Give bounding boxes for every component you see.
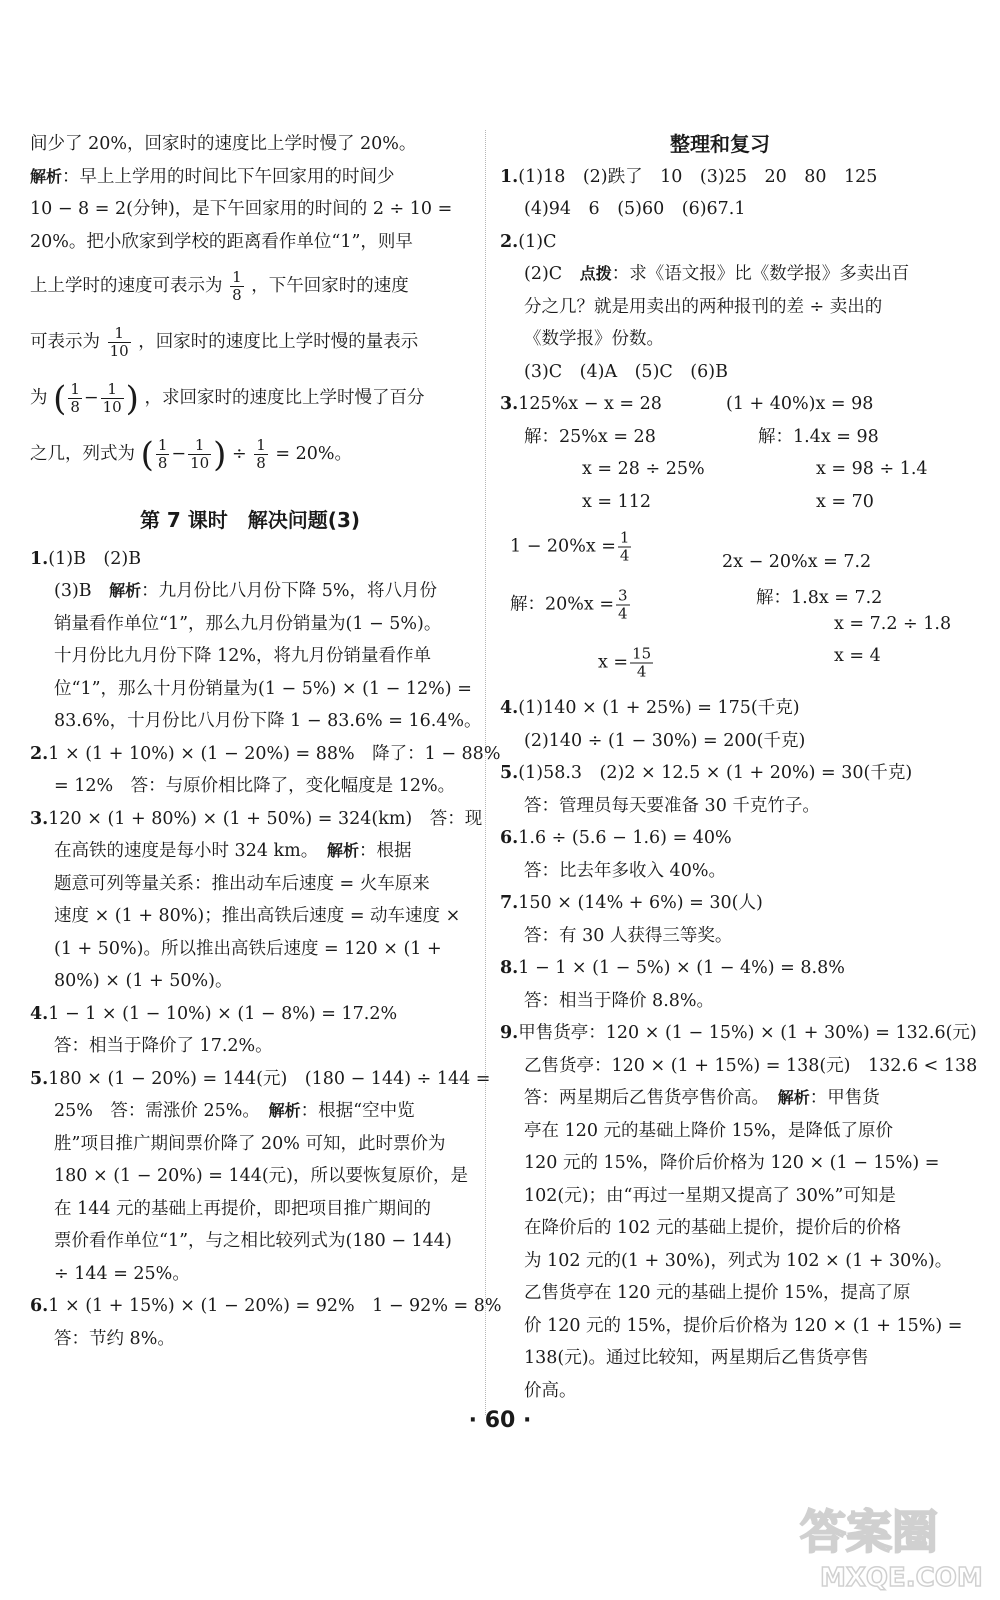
denominator: 10	[190, 454, 210, 472]
text-line	[30, 608, 470, 641]
text: 138(元)。通过比较知，两星期后乙售货亭售	[524, 1348, 869, 1368]
text-line	[30, 965, 470, 998]
fraction	[630, 646, 653, 681]
text: (1)B (2)B	[48, 548, 142, 569]
text: (1 + 50%)。所以推出高铁后速度 = 120 × (1 +	[54, 938, 442, 959]
numerator: 1	[157, 436, 168, 454]
text-line	[30, 998, 470, 1031]
analysis-tag: 解析	[777, 1088, 810, 1107]
text-line	[500, 1245, 953, 1278]
numerator: 1	[108, 325, 131, 343]
denominator: 10	[102, 398, 122, 416]
question-number: 1.	[30, 548, 49, 569]
equation-row	[500, 486, 940, 519]
question-number: 4.	[500, 698, 519, 718]
text-line	[30, 258, 470, 314]
text: 答：相当于降价了 17.2%。	[54, 1036, 273, 1056]
text-line	[500, 226, 940, 259]
numerator: 1	[101, 381, 124, 399]
equation: x = 98 ÷ 1.4	[816, 459, 928, 479]
question-number: 4.	[30, 1003, 49, 1024]
text-line	[30, 1128, 470, 1161]
right-paren: )	[213, 434, 227, 475]
fraction	[254, 437, 268, 472]
equation: x = 28 ÷ 25%	[582, 459, 705, 479]
text-line	[30, 770, 470, 803]
question-number: 6.	[500, 828, 519, 848]
left-paren: (	[140, 434, 154, 475]
text: 150 × (14% + 6%) = 30(人)	[518, 893, 763, 913]
analysis-tag: 解析	[109, 581, 142, 600]
text: ：根据	[359, 841, 412, 861]
text-line	[30, 1290, 502, 1323]
text: ，下午回家时的速度	[251, 276, 409, 296]
text-line	[500, 161, 940, 194]
operator: −	[171, 444, 187, 464]
text-line	[500, 822, 940, 855]
text: 价高。	[524, 1380, 577, 1401]
text-line	[30, 543, 470, 576]
fraction	[108, 325, 131, 360]
text: = 20%。	[275, 444, 352, 464]
text-line	[500, 1082, 940, 1115]
text-line	[30, 161, 470, 194]
numerator: 1	[70, 380, 80, 398]
text-line	[500, 1147, 940, 1180]
text: (4)94 6 (5)60 (6)67.1	[524, 199, 746, 219]
text: 1.6 ÷ (5.6 − 1.6) = 40%	[518, 828, 732, 848]
text: ，求回家时的速度比上学时慢了百分	[144, 388, 425, 408]
column-divider	[485, 130, 486, 1415]
denominator: 8	[256, 454, 266, 472]
text: 答：比去年多收入 40%。	[524, 860, 726, 881]
text: 之几，列式为	[30, 444, 135, 464]
denominator: 8	[70, 398, 80, 416]
text-line	[500, 1212, 940, 1245]
text: ÷ 144 = 25%。	[54, 1263, 190, 1284]
text-line	[500, 193, 940, 226]
text: (2)140 ÷ (1 − 30%) = 200(千克)	[524, 730, 806, 751]
text: 1 × (1 + 10%) × (1 − 20%) = 88% 降了：1 − 88%	[48, 743, 501, 764]
text: 答：两星期后乙售货亭售价高。	[524, 1088, 778, 1108]
text: 83.6%，十月份比八月份下降 1 − 83.6% = 16.4%。	[54, 711, 482, 731]
text: 票价看作单位“1”，与之相比较列式为(180 − 144)	[54, 1231, 452, 1251]
text-line	[500, 1180, 940, 1213]
text-line	[30, 803, 483, 836]
text: 销量看作单位“1”，那么九月份销量为(1 − 5%)。	[54, 613, 442, 634]
text: = 12% 答：与原价相比降了，变化幅度是 12%。	[54, 776, 456, 796]
text: 亭在 120 元的基础上降价 15%，是降低了原价	[524, 1120, 893, 1141]
equation-row	[500, 453, 940, 486]
text-line	[30, 1323, 470, 1356]
text: 答：相当于降价 8.8%。	[524, 990, 715, 1011]
text: (1)18 (2)跌了 10 (3)25 20 80 125	[518, 166, 878, 187]
equation-row	[500, 518, 940, 576]
text: 分之几？就是用卖出的两种报刊的差 ÷ 卖出的	[524, 296, 883, 317]
text: 10 − 8 = 2(分钟)，是下午回家用的时间的 2 ÷ 10 =	[30, 199, 453, 219]
question-number: 8.	[500, 958, 519, 978]
text-line	[30, 370, 470, 426]
text: (2)C	[524, 264, 580, 284]
text-line	[30, 314, 470, 370]
text-line	[30, 226, 470, 259]
text: ：九月份比八月份下降 5%，将八月份	[141, 581, 437, 601]
text: (1)C	[518, 231, 557, 252]
question-number: 5.	[500, 763, 519, 783]
text-line	[500, 855, 940, 888]
text: 乙售货亭在 120 元的基础上提价 15%，提高了原	[524, 1283, 911, 1303]
equation-row	[500, 388, 940, 421]
text-line	[30, 193, 470, 226]
text: 120 × (1 + 80%) × (1 + 50%) = 324(km) 答：现	[48, 808, 483, 829]
watermark-graphic	[790, 1490, 990, 1595]
equation-lhs: x =	[598, 652, 629, 673]
text: 180 × (1 − 20%) = 144(元)，所以要恢复原价，是	[54, 1166, 469, 1186]
question-number: 5.	[30, 1068, 49, 1089]
fraction	[230, 269, 244, 304]
question-number: 2.	[30, 743, 49, 764]
analysis-tag: 解析	[326, 841, 359, 860]
text-line	[30, 933, 470, 966]
text-line	[30, 738, 501, 771]
text-line	[30, 1225, 470, 1258]
text: 价 120 元的 15%，提价后价格为 120 × (1 + 15%) =	[524, 1315, 963, 1336]
equation-row	[500, 634, 940, 692]
text-line	[500, 1375, 940, 1408]
fraction	[616, 588, 630, 623]
question-number: 2.	[500, 231, 519, 252]
left-paren: (	[53, 378, 67, 419]
text: 25% 答：需涨价 25%。	[54, 1101, 269, 1121]
text: 速度 × (1 + 80%)；推出高铁后速度 = 动车速度 ×	[54, 906, 461, 926]
equation: (1 + 40%)x = 98	[726, 394, 874, 414]
equation	[598, 646, 655, 681]
text: 十月份比九月份下降 12%，将九月份销量看作单	[54, 646, 431, 666]
text: 间少了 20%，回家时的速度比上学时慢了 20%。	[30, 134, 417, 154]
question-number: 1.	[500, 166, 519, 187]
fraction	[68, 381, 82, 416]
text-line	[500, 356, 940, 389]
text-line	[30, 426, 470, 482]
text-line	[30, 900, 470, 933]
numerator: 1	[232, 268, 242, 286]
text: 在降价后的 102 元的基础上提价，提价后的价格	[524, 1218, 902, 1238]
text-line	[500, 1115, 940, 1148]
question-number: 6.	[30, 1296, 49, 1316]
text: 20%。把小欣家到学校的距离看作单位“1”，则早	[30, 231, 413, 252]
hint-tag: 点拨	[579, 264, 612, 283]
denominator: 4	[619, 546, 630, 565]
text: ：早上上学用的时间比下午回家用的时间少	[62, 166, 395, 187]
numerator: 15	[632, 644, 652, 663]
text-line	[30, 1095, 470, 1128]
text: 乙售货亭：120 × (1 + 15%) = 138(元) 132.6 < 138	[524, 1055, 978, 1076]
equation	[510, 530, 633, 565]
text-line	[30, 1030, 470, 1063]
watermark-text: 答案圈	[800, 1505, 938, 1559]
text-line	[30, 705, 482, 738]
text-line	[30, 835, 470, 868]
text: (3)C (4)A (5)C (6)B	[524, 361, 728, 382]
section-title: 整理和复习	[670, 132, 770, 156]
text-line	[500, 1310, 963, 1343]
text: 120 元的 15%，降价后价格为 120 × (1 − 15%) =	[524, 1153, 940, 1173]
equation: 2x − 20%x = 7.2	[722, 552, 872, 572]
text: (3)B	[54, 581, 110, 601]
denominator: 8	[157, 454, 168, 472]
page-number: · 60 ·	[468, 1408, 532, 1433]
text: 180 × (1 − 20%) = 144(元) (180 − 144) ÷ 144 =	[48, 1068, 491, 1089]
equation-row	[500, 421, 940, 454]
text-line	[500, 887, 940, 920]
text-line	[30, 640, 470, 673]
text-line	[30, 1193, 470, 1226]
equation: x = 112	[582, 491, 652, 512]
text: ：根据“空中览	[300, 1101, 415, 1121]
equation: x = 7.2 ÷ 1.8	[834, 614, 952, 634]
question-number: 7.	[500, 893, 519, 913]
text: (1)58.3 (2)2 × 12.5 × (1 + 20%) = 30(千克)	[518, 763, 913, 783]
text: 甲售货亭：120 × (1 − 15%) × (1 + 30%) = 132.6(元)	[518, 1023, 977, 1043]
text-line	[500, 952, 940, 985]
fraction	[101, 381, 124, 416]
text: 80%) × (1 + 50%)。	[54, 971, 233, 991]
equation-row	[500, 576, 952, 634]
text: 上上学时的速度可表示为	[30, 276, 223, 296]
equation: 解：1.4x = 98	[758, 426, 879, 447]
text: 位“1”，那么十月份销量为(1 − 5%) × (1 − 12%) =	[54, 678, 472, 699]
denominator: 8	[232, 286, 242, 304]
denominator: 4	[618, 604, 628, 623]
fraction	[156, 437, 170, 472]
text-line	[500, 725, 940, 758]
text: 1 × (1 + 15%) × (1 − 20%) = 92% 1 − 92% = 8%	[48, 1296, 502, 1316]
fraction	[188, 437, 211, 472]
text-line	[30, 868, 470, 901]
text: 《数学报》份数。	[524, 329, 664, 349]
equation: x = 70	[816, 491, 874, 512]
text-line	[500, 920, 940, 953]
right-paren: )	[125, 378, 139, 419]
text-line	[500, 291, 940, 324]
left-column	[30, 128, 502, 1355]
text-line	[30, 673, 470, 706]
text-line	[30, 575, 470, 608]
text: 102(元)；由“再过一星期又提高了 30%”可知是	[524, 1185, 896, 1206]
text: ：求《语文报》比《数学报》多卖出百	[611, 264, 910, 284]
text-line	[500, 757, 940, 790]
text: 为	[30, 388, 48, 408]
text-line	[500, 323, 940, 356]
equation: 解：1.8x = 7.2	[756, 588, 883, 608]
text: 1 − 1 × (1 − 5%) × (1 − 4%) = 8.8%	[518, 958, 845, 978]
text: ，回家时的速度比上学时慢的量表示	[138, 332, 419, 352]
text: 在高铁的速度是每小时 324 km。	[54, 841, 327, 861]
text-line	[30, 1258, 470, 1291]
analysis-tag: 解析	[268, 1101, 301, 1120]
analysis-tag: 解析	[30, 166, 63, 186]
denominator: 10	[109, 342, 129, 360]
equation: 解：25%x = 28	[524, 426, 656, 447]
numerator: 1	[188, 437, 211, 455]
text-line	[30, 128, 470, 161]
denominator: 4	[636, 662, 647, 681]
text-line	[500, 1050, 978, 1083]
text-line	[500, 1342, 940, 1375]
text: 可表示为	[30, 332, 100, 352]
text: 题意可列等量关系：推出动车后速度 = 火车原来	[54, 873, 430, 894]
equation-lhs: 1 − 20%x =	[510, 536, 616, 557]
equation: x = 4	[834, 646, 881, 666]
text: 1 − 1 × (1 − 10%) × (1 − 8%) = 17.2%	[48, 1003, 398, 1024]
right-column	[500, 128, 978, 1407]
equation-lhs: 解：20%x =	[510, 594, 614, 615]
watermark-url: MXQE.COM	[820, 1563, 983, 1593]
watermark-logo	[790, 1490, 990, 1595]
operator: −	[83, 388, 99, 408]
text: 答：有 30 人获得三等奖。	[524, 925, 733, 946]
numerator: 1	[256, 436, 266, 454]
numerator: 1	[619, 528, 630, 547]
operator: ÷	[232, 444, 247, 464]
text: 答：管理员每天要准备 30 千克竹子。	[524, 795, 820, 816]
equation	[510, 588, 632, 623]
text-line	[500, 692, 940, 725]
text: 胜”项目推广期间票价降了 20% 可知，此时票价为	[54, 1133, 446, 1154]
text: 答：节约 8%。	[54, 1328, 175, 1349]
text-line	[500, 790, 940, 823]
question-number: 9.	[500, 1023, 519, 1043]
question-number	[500, 388, 662, 421]
question-number: 3.	[30, 808, 49, 829]
text-line	[30, 1063, 491, 1096]
text-line	[500, 258, 940, 291]
numerator: 3	[618, 586, 628, 605]
text: 为 102 元的(1 + 30%)，列式为 102 × (1 + 30%)。	[524, 1250, 953, 1271]
text-line	[30, 1160, 470, 1193]
equation: 125%x − x = 28	[518, 394, 662, 414]
text: (1)140 × (1 + 25%) = 175(千克)	[518, 698, 800, 718]
section-title: 第 7 课时 解决问题(3)	[139, 508, 361, 532]
fraction	[618, 530, 632, 565]
text: ：甲售货	[809, 1088, 880, 1108]
text-line	[500, 985, 940, 1018]
text-line	[500, 1277, 940, 1310]
number: 3.	[500, 394, 519, 414]
text-line	[500, 1017, 977, 1050]
text: 在 144 元的基础上再提价，即把项目推广期间的	[54, 1198, 432, 1219]
